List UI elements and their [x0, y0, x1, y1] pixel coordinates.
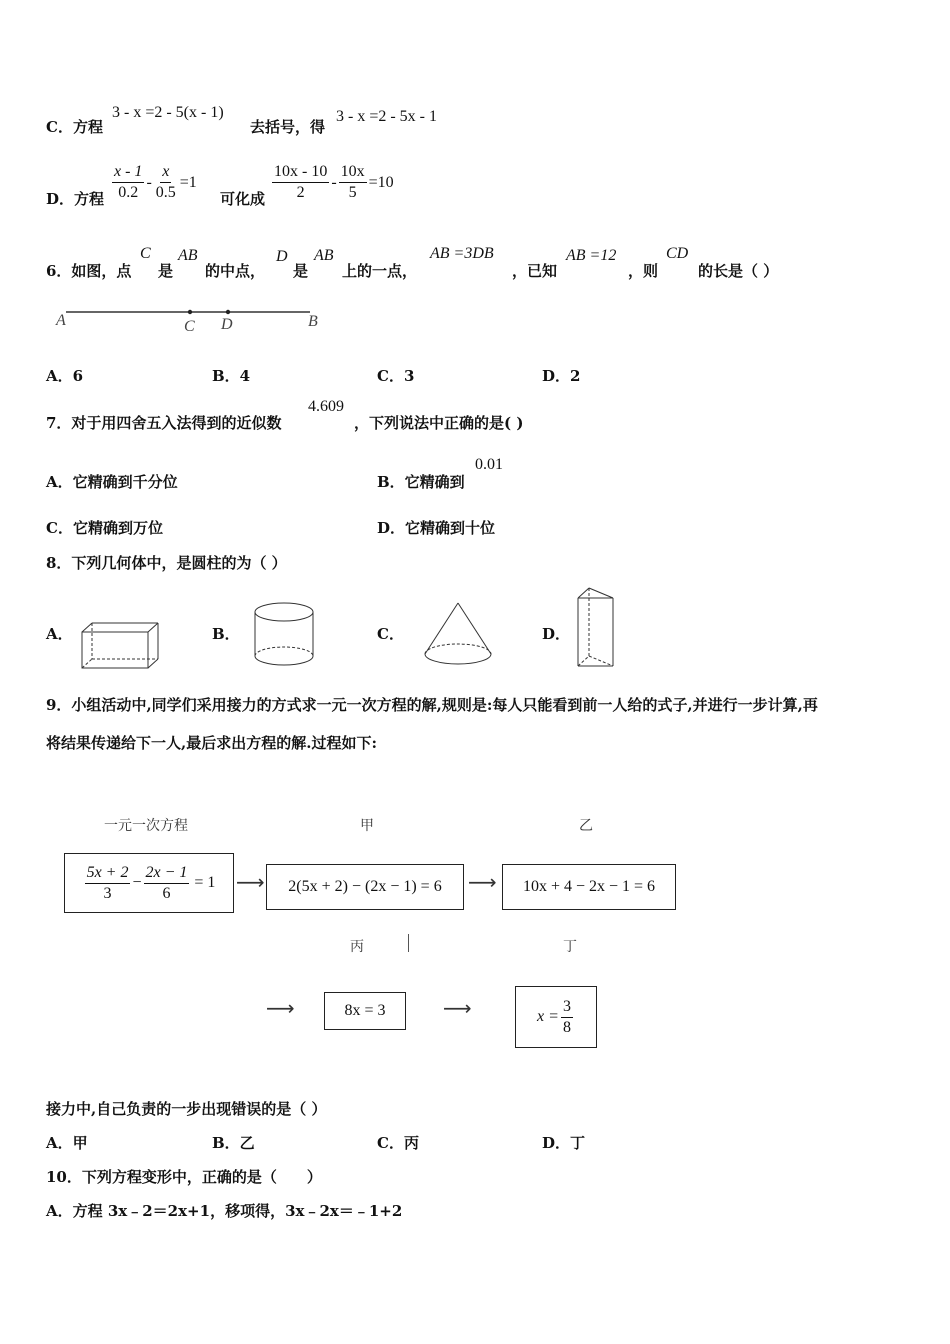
q6-given: AB =12 — [566, 247, 617, 264]
q9-arrow-4: ⟶ — [443, 996, 472, 1020]
point-d-dot — [226, 310, 230, 314]
q8-option-a-label: A． — [46, 625, 73, 643]
q6-point-c: C — [140, 245, 151, 262]
q7-number: 4.609 — [308, 398, 344, 415]
q9-option-d: D．丁 — [542, 1134, 586, 1152]
q7-stem-1: 7．对于用四舍五入法得到的近似数 — [46, 414, 282, 432]
q6-relation: AB =3DB — [430, 245, 494, 262]
triangular-prism-figure — [573, 584, 619, 672]
q7-stem-2: ，下列说法中正确的是( ) — [354, 414, 524, 432]
q6-stem-6: ，已知 — [512, 262, 558, 280]
q6-stem-4: 是 — [293, 262, 309, 280]
q6-segment-ab: AB — [178, 247, 198, 264]
q5-option-d-result: $\frac{10x - 10}{2}$ - $\frac{10x}{5}$ =10 — [274, 163, 394, 201]
q6-segment-ab-2: AB — [314, 247, 334, 264]
q6-stem-5: 上的一点， — [342, 262, 418, 280]
q6-stem-1: 6．如图，点 — [46, 262, 132, 280]
q6-option-a: A．6 — [46, 367, 84, 385]
q9-box-ding: x = $\frac{3}{8}$ — [515, 986, 597, 1048]
q6-segment-cd: CD — [666, 245, 689, 262]
q7-option-b: B．它精确到 — [377, 473, 465, 491]
q9-stem-line-1: 9．小组活动中,同学们采用接力的方式求一元一次方程的解,规则是:每人只能看到前一人给的式子,并进行一步计算,再 — [46, 696, 818, 714]
q9-caption-ding: 丁 — [563, 939, 577, 955]
q9-stem-line-2: 将结果传递给下一人,最后求出方程的解.过程如下: — [46, 734, 377, 752]
q8-stem: 8．下列几何体中，是圆柱的为（ ） — [46, 554, 287, 572]
q9-divider-mark — [408, 934, 409, 952]
q9-caption-jia: 甲 — [360, 818, 374, 834]
q6-label-b: B — [308, 313, 318, 330]
q6-option-b: B．4 — [212, 367, 251, 385]
q5-option-c-label: C．方程 — [46, 118, 103, 136]
q9-box-yi: 10x + 4 − 2x − 1 = 6 — [502, 864, 676, 910]
q9-option-a: A．甲 — [46, 1134, 88, 1152]
q7-option-a: A．它精确到千分位 — [46, 473, 178, 491]
q5-option-d-label: D．方程 — [46, 190, 105, 208]
q9-box-equation: $\frac{5x + 2}{3}$ − $\frac{2x - 1}{6}$ = 1 — [64, 853, 234, 913]
q5-option-c-result: 3 - x =2 - 5x - 1 — [336, 108, 438, 125]
q9-box-bing: 8x = 3 — [324, 992, 406, 1030]
q9-caption-yi: 乙 — [579, 818, 593, 834]
cuboid-figure — [78, 620, 164, 672]
q6-label-c: C — [184, 318, 195, 335]
q6-option-c: C．3 — [377, 367, 415, 385]
q7-option-b-value: 0.01 — [475, 456, 503, 473]
q7-option-c: C．它精确到万位 — [46, 519, 163, 537]
q9-box-jia: 2(5x + 2) − (2x − 1) = 6 — [266, 864, 464, 910]
q6-label-d: D — [221, 316, 233, 333]
q8-option-c-label: C． — [377, 625, 404, 643]
q9-arrow-3: ⟶ — [266, 996, 295, 1020]
q10-option-a: A．方程 3x﹣2＝2x+1，移项得，3x﹣2x＝﹣1+2 — [46, 1202, 403, 1220]
q9-option-c: C．丙 — [377, 1134, 419, 1152]
q9-question: 接力中,自己负责的一步出现错误的是（ ） — [46, 1100, 327, 1118]
cylinder-figure — [250, 600, 322, 670]
q6-option-d: D．2 — [542, 367, 581, 385]
q5-option-c-equation: 3 - x =2 - 5(x - 1) — [112, 104, 224, 121]
q5-option-d-text: 可化成 — [220, 190, 266, 208]
q6-line-segment-figure — [50, 300, 340, 344]
q6-stem-8: 的长是（ ） — [698, 262, 779, 280]
q5-option-c-text: 去括号，得 — [250, 118, 326, 136]
q6-point-d: D — [276, 248, 288, 265]
q5-option-d-equation: $\frac{x - 1}{0.2}$ - $\frac{x}{0.5}$ =1 — [114, 163, 197, 201]
q7-option-d: D．它精确到十位 — [377, 519, 496, 537]
q9-caption-bing: 丙 — [350, 939, 364, 955]
q9-option-b: B．乙 — [212, 1134, 255, 1152]
q6-stem-3: 的中点， — [205, 262, 266, 280]
q9-caption-equation: 一元一次方程 — [104, 818, 188, 834]
q8-option-b-label: B． — [212, 625, 240, 643]
q6-stem-7: ，则 — [628, 262, 659, 280]
q10-stem: 10．下列方程变形中，正确的是（ ） — [46, 1168, 322, 1186]
q6-label-a: A — [56, 312, 66, 329]
q9-arrow-1: ⟶ — [236, 870, 265, 894]
q6-stem-2: 是 — [158, 262, 174, 280]
point-c-dot — [188, 310, 192, 314]
q9-arrow-2: ⟶ — [468, 870, 497, 894]
q8-option-d-label: D． — [542, 625, 571, 643]
cone-figure — [420, 600, 496, 670]
